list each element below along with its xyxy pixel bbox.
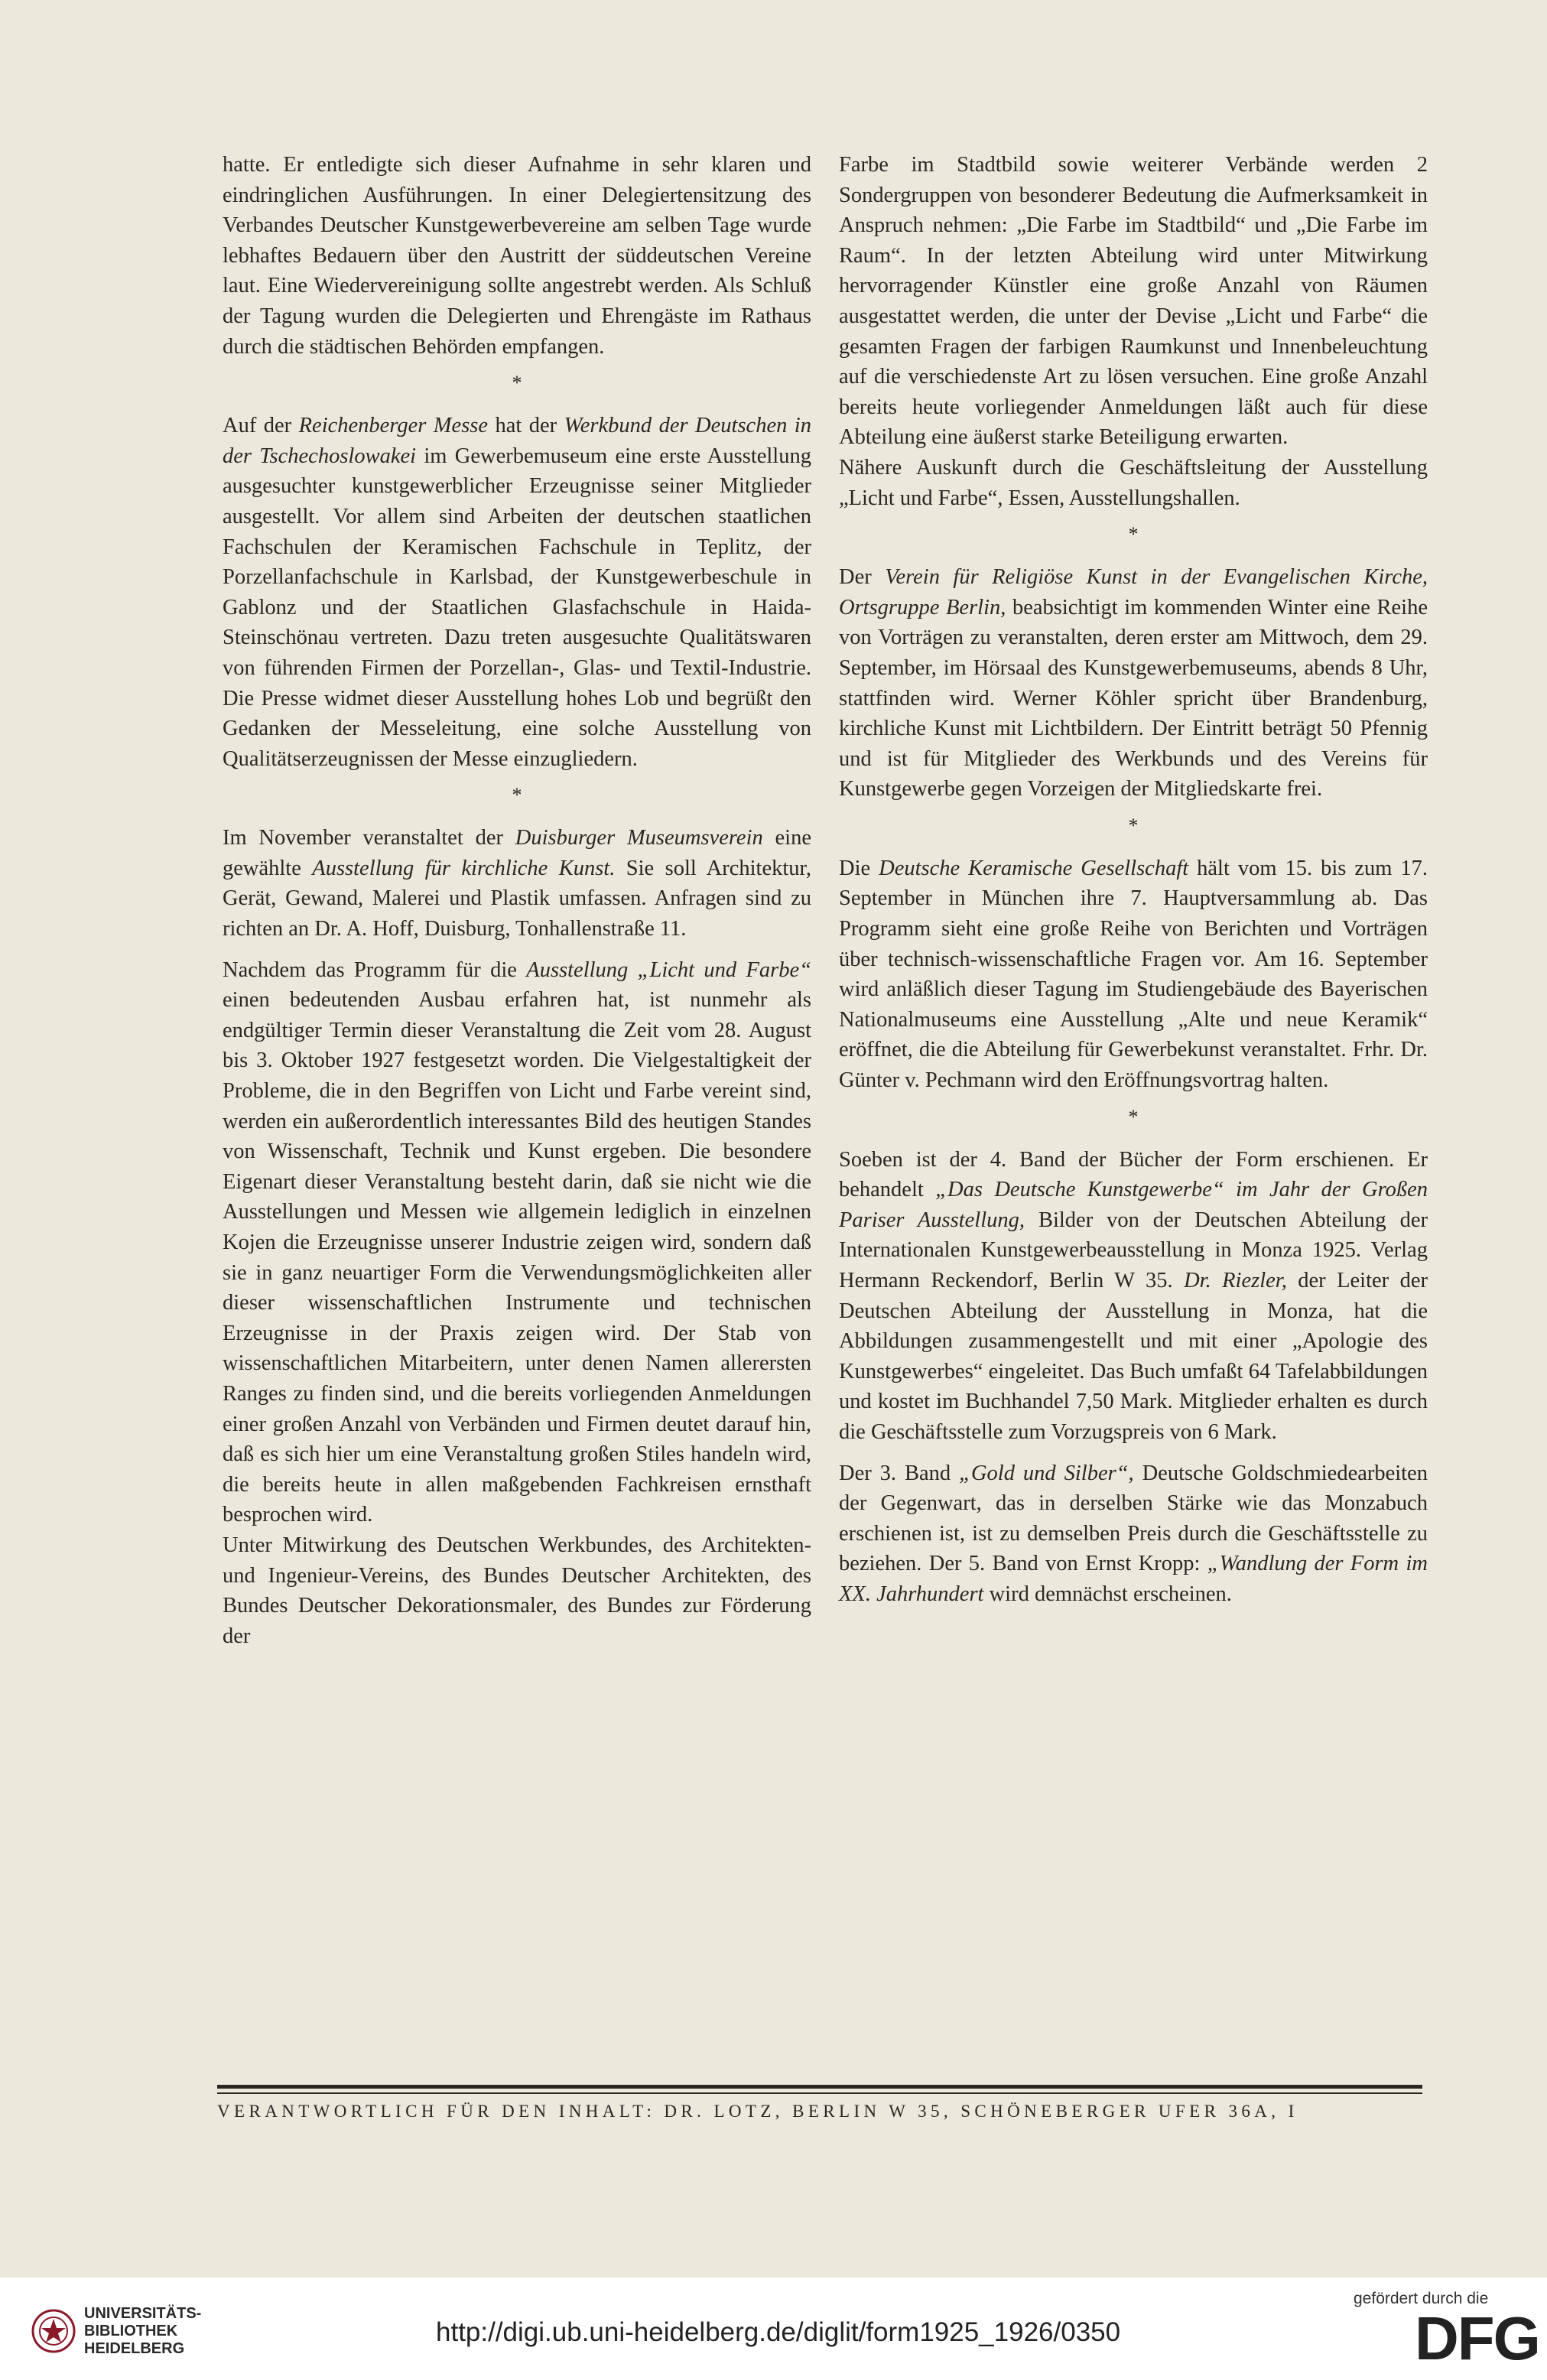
paragraph — [223, 1530, 811, 1651]
text-run: Der 3. Band — [839, 1461, 960, 1485]
text-run: wird demnächst erscheinen. — [983, 1582, 1232, 1606]
text-run: Nähere Auskunft durch die Geschäftsleitung der Ausstellung „Licht und Farbe“, Essen, Ausstellungshallen. — [839, 455, 1428, 510]
text-run: Deutsche Goldschmiedearbeiten der Gegenwart, das in derselben Stärke wie das Monzabuch erschienen ist, ist zu demselben Preis durch die Geschäftsstelle zu beziehen. Der 5. Band von Ernst Kropp: — [839, 1461, 1428, 1576]
section-separator: * — [1128, 523, 1139, 546]
section-separator: * — [512, 372, 522, 395]
text-run: Im November veranstaltet der — [223, 826, 515, 850]
left-column — [223, 150, 811, 1651]
text-run: Soeben ist der 4. Band der Bücher der Form erschienen. Er behandelt — [839, 1147, 1428, 1202]
italic-text: „Gold und Silber“, — [959, 1461, 1134, 1485]
section-separator: * — [1128, 1105, 1139, 1128]
text-run: hat der — [488, 414, 564, 438]
paragraph — [839, 150, 1428, 453]
text-run: Der — [839, 565, 886, 590]
paragraph — [223, 411, 811, 774]
text-run: einen bedeutenden Ausbau erfahren hat, ist nunmehr als endgültiger Termin dieser Veranstaltung die Zeit vom 28. August bis 3. Oktober 1927 festgesetzt worden. Die Vielgestaltigkeit der Probleme, die in den Begriffen von Licht und Farbe vereint sind, werden ein außerordentlich interessantes Bild des heutigen Standes von Wissenschaft, Technik und Kunst ergeben. Die besondere Eigenart dieser Veranstaltung besteht darin, daß sie nicht wie die Ausstellungen und Messen wie allgemein lediglich in einzelnen Kojen die Erzeugnisse unserer Industrie zeigen wird, sondern daß sie in ganz neuartiger Form die Verwendungsmöglichkeiten aller dieser wissenschaftlichen Instrumente und technischen Erzeugnisse in der Praxis zeigen wird. Der Stab von wissenschaftlichen Mitarbeitern, unter denen Namen allerersten Ranges zu finden sind, und die bereits vorliegenden Anmeldungen einer großen Anzahl von Verbänden und Firmen deutet darauf hin, daß es sich hier um eine Veranstaltung großen Stiles handeln wird, die bereits heute in allen maßgebenden Fachkreisen ernsthaft besprochen wird. — [223, 988, 811, 1527]
permalink-url[interactable]: http://digi.ub.uni-heidelberg.de/diglit/form1925_1926/0350 — [436, 2317, 1121, 2347]
italic-text: Verein für Religiöse Kunst in der Evangelischen Kirche, Ortsgruppe Berlin, — [839, 565, 1428, 619]
italic-text: Dr. Riezler, — [1184, 1269, 1287, 1292]
paragraph — [839, 1458, 1428, 1610]
text-run: hält vom 15. bis zum 17. September in München ihre 7. Hauptversammlung ab. Das Programm sieht eine große Reihe von Berichten und Vorträgen über technisch-wissenschaftliche Fragen vor. Am 16. September wird anläßlich dieser Tagung im Studiengebäude des Bayerischen Nationalmuseums eine Ausstellung „Alte und neue Keramik“ eröffnet, die die Abteilung für Gewerbekunst veranstaltet. Frhr. Dr. Günter v. Pechmann wird den Eröffnungsvortrag halten. — [839, 856, 1428, 1093]
paragraph — [839, 1145, 1428, 1448]
italic-text: „Wandlung der Form im XX. Jahrhundert — [839, 1552, 1428, 1606]
text-run: der Leiter der Deutschen Abteilung der Ausstellung in Monza, hat die Abbildungen zusammengestellt und mit einer „Apologie des Kunstgewerbes“ eingeleitet. Das Buch umfaßt 64 Tafelabbildungen und kostet im Buchhandel 7,50 Mark. Mitglieder erhalten es durch die Geschäftsstelle zum Vorzugspreis von 6 Mark. — [839, 1269, 1428, 1444]
paragraph — [839, 562, 1428, 805]
footer-rule-thin — [217, 2092, 1422, 2094]
text-run: Bilder von der Deutschen Abteilung der Internationalen Kunstgewerbeausstellung in Monza 1925. Verlag Hermann Reckendorf, Berlin W 35. — [839, 1208, 1428, 1292]
university-seal-icon — [31, 2308, 76, 2354]
library-name-line1: UNIVERSITÄTS- — [84, 2305, 202, 2322]
section-separator: * — [1128, 814, 1139, 837]
library-name-line3: HEIDELBERG — [84, 2340, 185, 2357]
funding-note: gefördert durch die — [1354, 2290, 1489, 2307]
paragraph — [223, 823, 811, 944]
paragraph — [223, 955, 811, 1530]
italic-text: Werkbund der Deutschen in der Tschechoslowakei — [223, 414, 811, 468]
italic-text: Ausstellung für kirchliche Kunst. — [312, 856, 616, 880]
library-name-line2: BIBLIOTHEK — [84, 2323, 178, 2339]
text-run: Farbe im Stadtbild sowie weiterer Verbände werden 2 Sondergruppen von besonderer Bedeutung die Aufmerksamkeit in Anspruch nehmen: „Die Farbe im Stadtbild“ und „Die Farbe im Raum“. In der letzten Abteilung wird unter Mitwirkung hervorragender Künstler eine große Anzahl von Räumen ausgestattet werden, die unter der Devise „Licht und Farbe“ die gesamten Fragen der farbigen Raumkunst und Innenbeleuchtung auf die verschiedenste Art zu lösen versuchen. Eine große Anzahl bereits heute vorliegender Anmeldungen läßt auch für diese Abteilung eine äußerst starke Beteiligung erwarten. — [839, 153, 1428, 450]
text-run: Die — [839, 856, 879, 880]
italic-text: Duisburger Museumsverein — [515, 826, 763, 850]
italic-text: „Das Deutsche Kunstgewerbe“ im Jahr der Großen Pariser Ausstellung, — [839, 1178, 1428, 1232]
paragraph — [223, 150, 811, 362]
text-run: hatte. Er entledigte sich dieser Aufnahme in sehr klaren und eindringlichen Ausführungen. In einer Delegiertensitzung des Verbandes Deutscher Kunstgewerbevereine am selben Tage wurde lebhaftes Bedauern über den Austritt der süddeutschen Vereine laut. Eine Wiedervereinigung sollte angestrebt werden. Als Schluß der Tagung wurden die Delegierten und Ehrengäste im Rathaus durch die städtischen Behörden empfangen. — [223, 153, 811, 359]
text-run: Sie soll Architektur, Gerät, Gewand, Malerei und Plastik umfassen. Anfragen sind zu richten an Dr. A. Hoff, Duisburg, Tonhallenstraße 11. — [223, 856, 811, 941]
italic-text: Deutsche Keramische Gesellschaft — [879, 856, 1189, 880]
text-run: Unter Mitwirkung des Deutschen Werkbundes, des Architekten- und Ingenieur-Vereins, des Bundes Deutscher Architekten, des Bundes Deutscher Dekorationsmaler, des Bundes zur Förderung der — [223, 1533, 811, 1648]
text-run: beabsichtigt im kommenden Winter eine Reihe von Vorträgen zu veranstalten, deren erster am Mittwoch, dem 29. September, im Hörsaal des Kunstgewerbemuseums, abends 8 Uhr, stattfinden wird. Werner Köhler spricht über Brandenburg, kirchliche Kunst mit Lichtbildern. Der Eintritt beträgt 50 Pfennig und ist für Mitglieder des Werkbunds und des Vereins für Kunstgewerbe gegen Vorzeigen der Mitgliedskarte frei. — [839, 595, 1428, 801]
text-run: im Gewerbemuseum eine erste Ausstellung ausgesuchter kunstgewerblicher Erzeugnisse seiner Mitglieder ausgestellt. Vor allem sind Arbeiten der deutschen staatlichen Fachschulen der Keramischen Fachschule in Teplitz, der Porzellanfachschule in Karlsbad, der Kunstgewerbeschule in Gablonz und der Staatlichen Glasfachschule in Haida-Steinschönau vertreten. Dazu treten ausgesuchte Qualitätswaren von führenden Firmen der Porzellan-, Glas- und Textil-Industrie. Die Presse widmet dieser Ausstellung hohes Lob und begrüßt den Gedanken der Messeleitung, eine solche Ausstellung von Qualitätserzeugnissen der Messe einzugliedern. — [223, 444, 811, 771]
text-run: Auf der — [223, 414, 299, 438]
section-separator: * — [512, 784, 522, 807]
paragraph — [839, 453, 1428, 513]
paragraph — [839, 853, 1428, 1096]
text-run: eine gewählte — [223, 826, 811, 880]
imprint-line: VERANTWORTLICH FÜR DEN INHALT: DR. LOTZ, BERLIN W 35, SCHÖNEBERGER UFER 36A, I — [217, 2102, 1298, 2121]
dfg-logo: DFG — [1415, 2304, 1539, 2372]
text-run: Nachdem das Programm für die — [223, 958, 527, 982]
italic-text: Ausstellung „Licht und Farbe“ — [526, 958, 811, 982]
right-column — [839, 150, 1428, 1610]
library-name — [84, 2305, 201, 2358]
footer-rule-thick — [217, 2085, 1422, 2089]
italic-text: Reichenberger Messe — [298, 414, 489, 438]
